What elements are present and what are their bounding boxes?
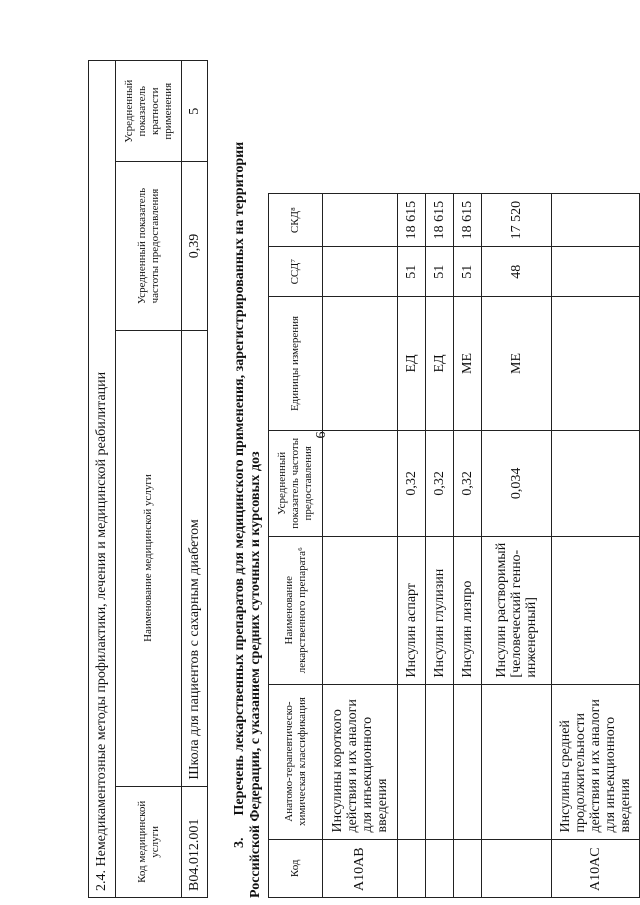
drug-code — [426, 839, 454, 897]
section-3-heading — [232, 18, 264, 898]
service-name: Школа для пациентов с сахарным диабетом — [182, 330, 208, 786]
drug-units: МЕ — [482, 297, 552, 431]
drug-name: Инсулин аспарт — [398, 536, 426, 684]
header-skd: СКД⁸ — [269, 194, 323, 247]
section-24-title: 2.4. Немедикаментозные методы профилактики, лечения и медицинской реабилитации — [89, 61, 116, 898]
header-service-code: Код медицинской услуги — [116, 786, 182, 897]
drug-ssd — [323, 247, 398, 297]
drug-code: A10AC — [552, 839, 640, 897]
drug-frequency: 0,32 — [426, 430, 454, 536]
table-row — [323, 194, 398, 898]
header-atc: Анатомо-терапевтическо-химическая классификация — [269, 684, 323, 839]
drug-skd — [323, 194, 398, 247]
table-row — [182, 61, 208, 898]
drug-ssd — [552, 247, 640, 297]
drug-units: ЕД — [398, 297, 426, 431]
drug-atc: Инсулины короткого действия и их аналоги для инъекционного введения — [323, 684, 398, 839]
header-drug-name: Наименование лекарственного препарата⁶ — [269, 536, 323, 684]
drug-skd: 18 615 — [398, 194, 426, 247]
service-multiplicity: 5 — [182, 61, 208, 162]
drug-frequency — [552, 430, 640, 536]
drug-ssd: 51 — [454, 247, 482, 297]
drug-skd: 18 615 — [426, 194, 454, 247]
drug-name: Инсулин растворимый [человеческий генно-инженерный] — [482, 536, 552, 684]
service-code: B04.012.001 — [182, 786, 208, 897]
section-3-title-line1: Перечень лекарственных препаратов для медицинского применения, зарегистрированных на территории — [232, 141, 247, 816]
header-frequency: Усредненный показатель частоты предоставления — [116, 162, 182, 330]
table-row — [398, 194, 426, 898]
drug-frequency — [323, 430, 398, 536]
page-number: 6 — [314, 431, 329, 439]
drug-name: Инсулин глулизин — [426, 536, 454, 684]
drugs-table — [268, 193, 640, 898]
drug-code — [454, 839, 482, 897]
drug-atc — [482, 684, 552, 839]
drug-skd — [552, 194, 640, 247]
drug-code: A10AB — [323, 839, 398, 897]
drug-units — [323, 297, 398, 431]
section-24-title-row — [89, 61, 116, 898]
drug-name — [323, 536, 398, 684]
drug-atc: Инсулины средней продолжительности действия и их аналоги для инъекционного введения — [552, 684, 640, 839]
section-3-number: 3. — [232, 837, 247, 848]
header-multiplicity: Усредненный показатель кратности применения — [116, 61, 182, 162]
drug-skd: 17 520 — [482, 194, 552, 247]
drug-ssd: 51 — [426, 247, 454, 297]
table-row — [552, 194, 640, 898]
table-row — [426, 194, 454, 898]
drug-frequency: 0,32 — [398, 430, 426, 536]
drug-code — [482, 839, 552, 897]
header-ssd: ССД⁷ — [269, 247, 323, 297]
drug-skd: 18 615 — [454, 194, 482, 247]
drug-atc — [454, 684, 482, 839]
drug-ssd: 48 — [482, 247, 552, 297]
header-code: Код — [269, 839, 323, 897]
drug-code — [398, 839, 426, 897]
drug-frequency: 0,32 — [454, 430, 482, 536]
drug-frequency: 0,034 — [482, 430, 552, 536]
services-header-row — [116, 61, 182, 898]
service-frequency: 0,39 — [182, 162, 208, 330]
section-3-title-line2: Российской Федерации, с указанием средних суточных и курсовых доз — [248, 451, 263, 898]
header-frequency: Усредненный показатель частоты предоставления — [269, 430, 323, 536]
drug-units: МЕ — [454, 297, 482, 431]
drug-name — [552, 536, 640, 684]
drug-name: Инсулин лизпро — [454, 536, 482, 684]
header-units: Единицы измерения — [269, 297, 323, 431]
table-row — [454, 194, 482, 898]
drug-atc — [398, 684, 426, 839]
drugs-header-row — [269, 194, 323, 898]
header-service-name: Наименование медицинской услуги — [116, 330, 182, 786]
drug-ssd: 51 — [398, 247, 426, 297]
drug-units: ЕД — [426, 297, 454, 431]
services-table — [88, 60, 208, 898]
drug-units — [552, 297, 640, 431]
table-row — [482, 194, 552, 898]
drug-atc — [426, 684, 454, 839]
